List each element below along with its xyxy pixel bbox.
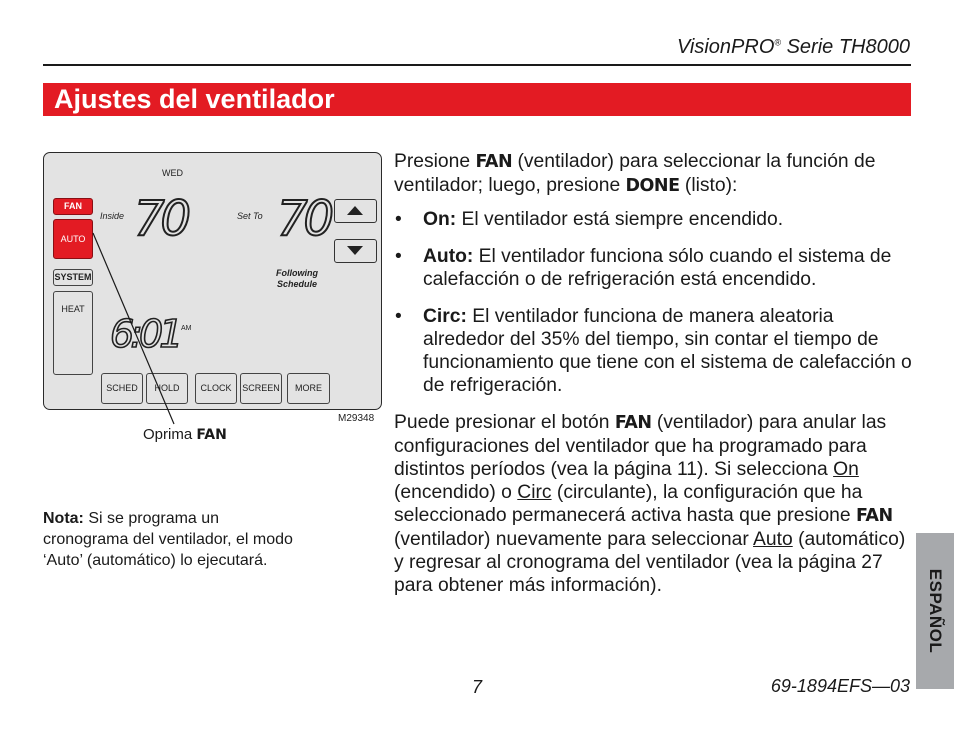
mode-term: Circ:: [423, 306, 467, 327]
mode-description: El ventilador funciona sólo cuando el sistema de calefacción o de refrigeración está encendido.: [423, 246, 892, 290]
clock-button[interactable]: CLOCK: [195, 373, 237, 404]
following-schedule-line2: Schedule: [276, 279, 317, 289]
p2-text-1: Puede presionar el botón: [394, 412, 615, 433]
fan-key-label: FAN: [196, 427, 227, 443]
series-name: Serie TH8000: [781, 36, 910, 58]
p2-text-6: (automático) y regresar al cronograma del ventilador (vea la página 27 para obtener más información).: [394, 529, 906, 596]
p2-text-4: (circulante), la configuración que ha seleccionado permanecerá activa hasta que presione: [394, 482, 863, 526]
system-button[interactable]: SYSTEM: [53, 269, 93, 286]
following-schedule-line1: Following: [276, 268, 318, 278]
circ-term: Circ: [517, 482, 552, 503]
p2-text-2: (ventilador) para anular las configuraciones del ventilador que ha programado para distintos períodos (vea la página 11). Si selecciona: [394, 412, 887, 480]
mode-description: El ventilador está siempre encendido.: [456, 209, 784, 230]
intro-paragraph: [394, 150, 914, 198]
brand-name: VisionPRO: [676, 36, 775, 58]
auto-button[interactable]: AUTO: [53, 219, 93, 259]
intro-text-1: Presione: [394, 151, 476, 172]
list-item: [394, 305, 914, 397]
screen-button[interactable]: SCREEN: [240, 373, 282, 404]
language-tab-label: ESPAÑOL: [926, 568, 945, 654]
note-label: Nota:: [43, 510, 84, 527]
am-indicator: AM: [181, 325, 192, 332]
heat-button[interactable]: HEAT: [53, 291, 93, 375]
registered-mark: ®: [774, 37, 782, 48]
document-code: 69-1894EFS—03: [770, 676, 910, 696]
day-label: WED: [162, 168, 183, 178]
press-caption-text: Oprima: [143, 426, 197, 443]
mode-term: Auto:: [423, 246, 474, 267]
section-title: Ajustes del ventilador: [54, 84, 335, 114]
intro-text-3: (listo):: [679, 175, 738, 196]
fan-keyword: FAN: [475, 152, 513, 172]
auto-term: Auto: [753, 529, 793, 550]
main-instructions: [394, 150, 914, 597]
fan-button[interactable]: FAN: [53, 198, 93, 215]
set-to-label: Set To: [237, 211, 263, 221]
fan-keyword: FAN: [614, 413, 652, 433]
language-tab: [916, 533, 954, 689]
mode-term: On:: [423, 209, 457, 230]
on-term: On: [833, 459, 859, 480]
hold-button[interactable]: HOLD: [146, 373, 188, 404]
mode-description: El ventilador funciona de manera aleatoria alrededor del 35% del tiempo, sin contar el tiempo de funcionamiento que tiene con el sistema de calefacción o de refrigeración.: [423, 306, 912, 396]
fan-keyword: FAN: [855, 506, 893, 526]
inside-label: Inside: [100, 211, 125, 221]
set-temperature: 70: [277, 191, 331, 247]
more-button[interactable]: MORE: [287, 373, 330, 404]
done-keyword: DONE: [625, 176, 680, 196]
p2-text-3: (encendido) o: [394, 482, 518, 503]
inside-temperature: 70: [134, 191, 188, 247]
p2-text-5: (ventilador) nuevamente para seleccionar: [394, 529, 754, 550]
list-item: [394, 245, 914, 291]
override-paragraph: [394, 411, 914, 597]
note-text: Si se programa un cronograma del ventilador, el modo ‘Auto’ (automático) lo ejecutará.: [43, 510, 293, 569]
fan-mode-list: [394, 208, 914, 397]
model-code: M29348: [338, 413, 375, 424]
sched-button[interactable]: SCHED: [101, 373, 143, 404]
note: [43, 508, 303, 571]
clock-time: 6:01: [110, 312, 180, 356]
intro-text-2: (ventilador) para seleccionar la función de ventilador; luego, presione: [394, 151, 876, 196]
press-fan-caption: [143, 426, 227, 443]
list-item: [394, 208, 914, 231]
page-number: 7: [472, 677, 483, 697]
